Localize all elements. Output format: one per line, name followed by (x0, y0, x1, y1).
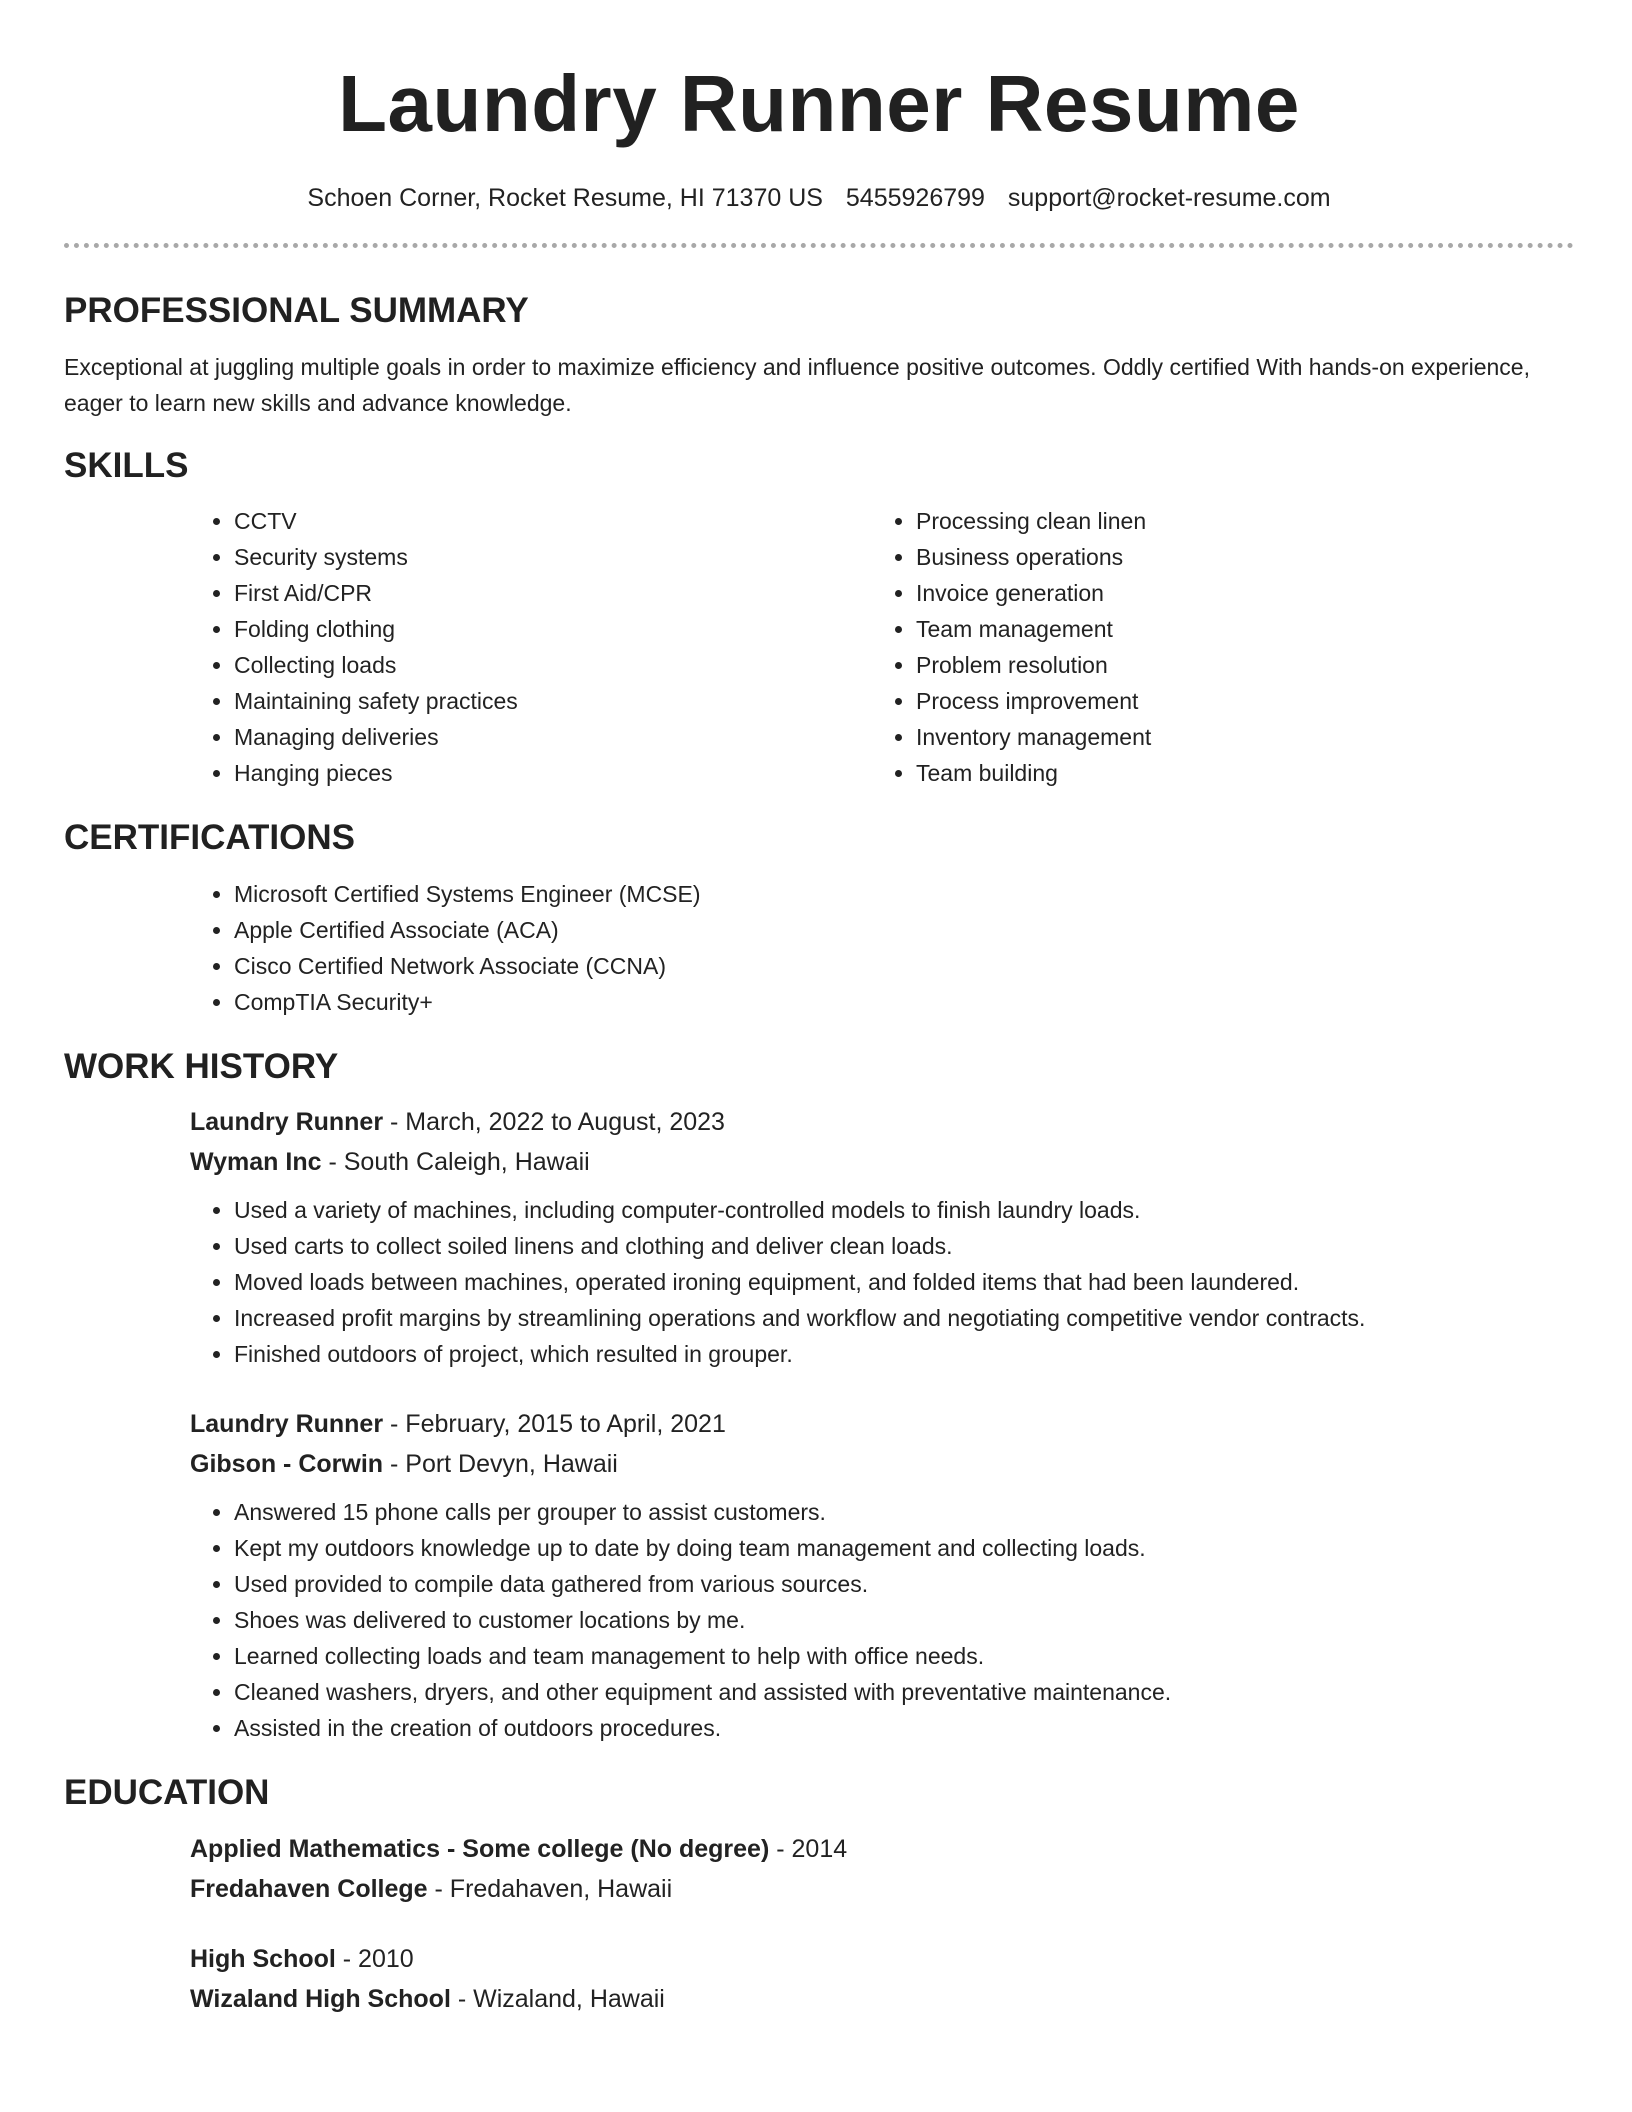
job-role: Laundry Runner (190, 1410, 384, 1438)
job-location: Port Devyn, Hawaii (405, 1450, 618, 1478)
contact-email: support@rocket-resume.com (1007, 184, 1331, 212)
contact-line (64, 184, 1574, 213)
summary-section (64, 292, 1574, 421)
education-degree: Applied Mathematics - Some college (No degree) (190, 1834, 770, 1863)
job-bullet: • Used a variety of machines, including computer-controlled models to finish laundry loads. (234, 1192, 1574, 1228)
job-bullet: • Moved loads between machines, operated ironing equipment, and folded items that had been laundered. (234, 1264, 1574, 1300)
education-year: 2014 (791, 1834, 848, 1863)
skill-item: • Invoice generation (916, 575, 1554, 611)
skills-column-right (872, 503, 1554, 791)
section-title-skills: SKILLS (64, 445, 189, 485)
education-school: Wizaland High School (190, 1984, 451, 2013)
education-location: Wizaland, Hawaii (473, 1984, 665, 2013)
job-bullet: • Learned collecting loads and team management to help with office needs. (234, 1638, 1574, 1674)
header-divider (64, 243, 1574, 248)
education-section (64, 1774, 1574, 2019)
job-bullet: • Answered 15 phone calls per grouper to assist customers. (234, 1494, 1574, 1530)
section-title-work-history: WORK HISTORY (64, 1046, 339, 1086)
education-year: 2010 (358, 1944, 414, 1973)
education-entry (190, 1829, 1574, 1909)
contact-address: Schoen Corner, Rocket Resume, HI 71370 US (307, 184, 823, 212)
skills-column-left (190, 503, 872, 791)
section-title-education: EDUCATION (64, 1773, 270, 1812)
job-company-line: Wyman Inc - South Caleigh, Hawaii (190, 1148, 590, 1176)
job-bullet: • Increased profit margins by streamlining operations and workflow and negotiating competitive vendor contracts. (234, 1300, 1574, 1336)
skill-item: • CCTV (234, 503, 872, 539)
contact-phone: 5455926799 (845, 184, 985, 212)
education-location: Fredahaven, Hawaii (449, 1874, 673, 1903)
certification-item: • CompTIA Security+ (234, 984, 1574, 1020)
skill-item: • Process improvement (916, 683, 1554, 719)
skill-item: • Collecting loads (234, 647, 872, 683)
job-bullet: • Assisted in the creation of outdoors procedures. (234, 1710, 1574, 1746)
job-company: Wyman Inc (190, 1148, 322, 1176)
skill-item: • Business operations (916, 539, 1554, 575)
job-bullet: • Kept my outdoors knowledge up to date by doing team management and collecting loads. (234, 1530, 1574, 1566)
certification-item: • Cisco Certified Network Associate (CCNA) (234, 948, 1574, 984)
skill-item: • Managing deliveries (234, 719, 872, 755)
job-title-line: Laundry Runner - February, 2015 to April, 2021 (190, 1410, 726, 1438)
job-role: Laundry Runner (190, 1108, 384, 1136)
education-entry (190, 1939, 1574, 2019)
education-school: Fredahaven College (190, 1874, 428, 1903)
job-entry (190, 1404, 1574, 1746)
skill-item: • Problem resolution (916, 647, 1554, 683)
section-title-summary: PROFESSIONAL SUMMARY (64, 291, 529, 330)
education-degree-line: Applied Mathematics - Some college (No degree) - 2014 (190, 1834, 848, 1863)
education-degree-line: High School - 2010 (190, 1944, 414, 1973)
job-bullet: • Used provided to compile data gathered from various sources. (234, 1566, 1574, 1602)
job-bullet: • Cleaned washers, dryers, and other equipment and assisted with preventative maintenance. (234, 1674, 1574, 1710)
job-dates: March, 2022 to August, 2023 (405, 1108, 725, 1136)
job-bullet: • Finished outdoors of project, which resulted in grouper. (234, 1336, 1574, 1372)
job-dates: February, 2015 to April, 2021 (405, 1410, 726, 1438)
skill-item: • Team building (916, 755, 1554, 791)
skill-item: • Inventory management (916, 719, 1554, 755)
skill-item: • Security systems (234, 539, 872, 575)
skill-item: • Maintaining safety practices (234, 683, 872, 719)
section-title-certifications: CERTIFICATIONS (64, 818, 356, 857)
job-title-line: Laundry Runner - March, 2022 to August, 2023 (190, 1108, 725, 1136)
certification-item: • Microsoft Certified Systems Engineer (MCSE) (234, 876, 1574, 912)
education-school-line: Fredahaven College - Fredahaven, Hawaii (190, 1874, 673, 1903)
skill-item: • First Aid/CPR (234, 575, 872, 611)
resume-title: Laundry Runner Resume (338, 59, 1300, 148)
certifications-section (64, 819, 1574, 1020)
work-history-section (64, 1048, 1574, 1747)
education-degree: High School (190, 1944, 336, 1973)
skill-item: • Hanging pieces (234, 755, 872, 791)
job-company-line: Gibson - Corwin - Port Devyn, Hawaii (190, 1450, 618, 1478)
education-school-line: Wizaland High School - Wizaland, Hawaii (190, 1984, 665, 2013)
resume-page (64, 0, 1574, 2019)
job-location: South Caleigh, Hawaii (343, 1148, 590, 1176)
certification-item: • Apple Certified Associate (ACA) (234, 912, 1574, 948)
job-company: Gibson - Corwin (190, 1450, 384, 1478)
skill-item: • Processing clean linen (916, 503, 1554, 539)
summary-text: Exceptional at juggling multiple goals in order to maximize efficiency and influence positive outcomes. Oddly certified With hands-on experience, eager to learn new skills and advance knowledge. (64, 353, 1530, 416)
skill-item: • Team management (916, 611, 1554, 647)
skill-item: • Folding clothing (234, 611, 872, 647)
job-bullet: • Used carts to collect soiled linens and clothing and deliver clean loads. (234, 1228, 1574, 1264)
job-bullet: • Shoes was delivered to customer locations by me. (234, 1602, 1574, 1638)
skills-columns (190, 503, 1574, 791)
job-entry (190, 1102, 1574, 1372)
skills-section (64, 447, 1574, 792)
